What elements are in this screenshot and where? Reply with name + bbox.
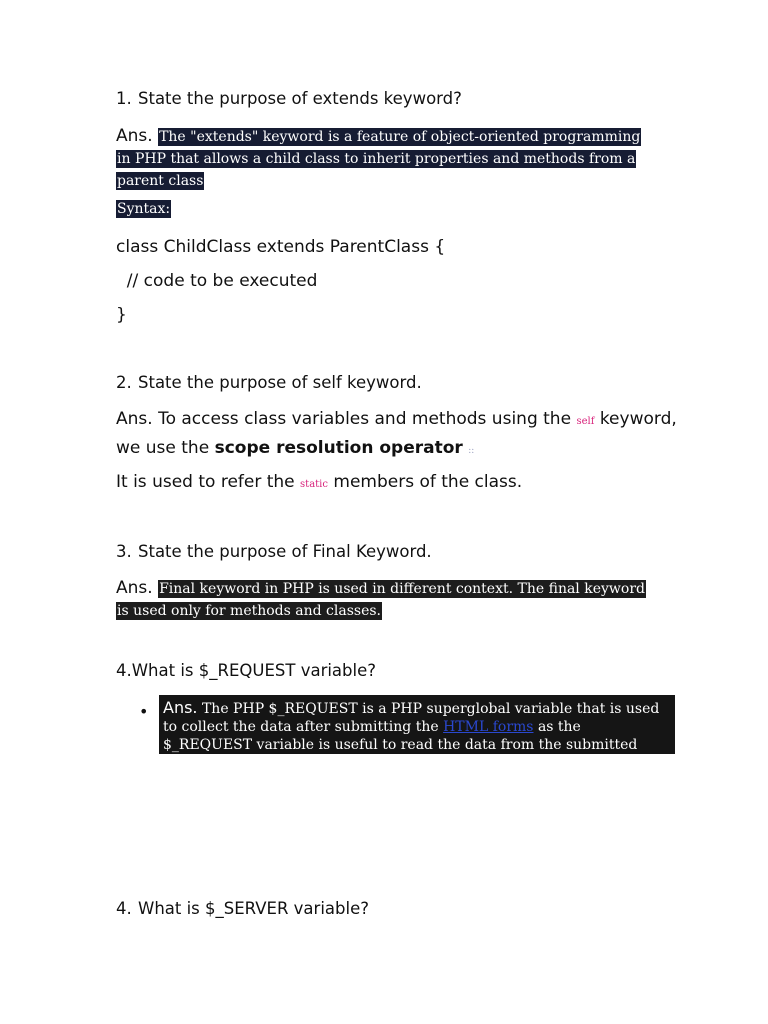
question-3-heading [116,542,432,561]
answer-label: Ans. [116,409,153,429]
answer-4-text: The PHP $_REQUEST is a PHP superglobal variable that is used to collect the data after submitting the [163,701,660,735]
answer-1 [116,126,656,192]
question-text: What is $_SERVER variable? [138,899,369,918]
bullet-icon: • [139,702,149,721]
question-2-heading [116,373,422,392]
answer-label: Ans. [116,578,153,598]
question-number: 3. [116,542,132,561]
answer-1-highlighted-text: The "extends" keyword is a feature of object-oriented programming in PHP that allows a child class to inherit properties and methods from a parent class [117,129,641,189]
answer-2-text-line2: we use the [116,438,210,458]
answer-label: Ans. [163,698,198,717]
html-forms-link[interactable]: HTML forms [443,719,534,735]
operator-symbol: :: [468,446,475,456]
code-block [116,230,445,332]
self-keyword: self [576,416,595,427]
question-number: 4. [116,899,132,918]
code-line-1: class ChildClass extends ParentClass { [116,237,446,257]
answer-2 [116,406,677,464]
answer-4-request-box [159,695,675,771]
answer-label: Ans. [116,126,153,146]
code-line-2: // code to be executed [116,271,318,291]
code-line-3: } [116,305,127,325]
scope-resolution-operator-term: scope resolution operator [214,438,463,458]
question-number: 2. [116,373,132,392]
answer-3-highlighted-text: Final keyword in PHP is used in different context. The final keyword is used only for methods and classes. [117,581,645,619]
answer-2-text-cont: keyword, [599,409,677,429]
question-text: State the purpose of extends keyword? [138,89,462,108]
answer-2-static-line [116,469,522,498]
question-4-server-heading [116,899,369,918]
question-4-request-heading: 4.What is $_REQUEST variable? [116,661,377,680]
answer-2-text: To access class variables and methods using the [158,409,572,429]
answer-4-text-cont: as the $_REQUEST variable is useful to read the data from the submitted HTML open forms. [163,719,638,771]
static-line-text-cont: members of the class. [333,472,523,492]
question-text: State the purpose of self keyword. [138,373,422,392]
static-keyword: static [300,479,328,490]
syntax-label: Syntax: [117,201,171,217]
answer-3 [116,578,656,622]
question-text: State the purpose of Final Keyword. [138,542,432,561]
question-1-heading [116,89,462,108]
static-line-text: It is used to refer the [116,472,295,492]
question-number: 1. [116,89,132,108]
